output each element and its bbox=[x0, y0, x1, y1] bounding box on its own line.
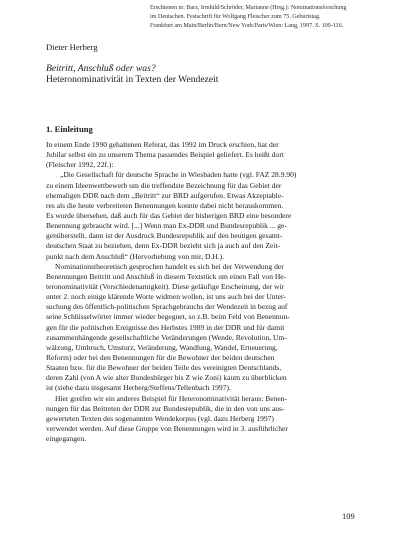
body-line: (Fleischer 1992, 22f.): bbox=[46, 160, 114, 170]
body-line: Reform) oder bei den Benennungen für die Bewohner der beiden deutschen bbox=[46, 352, 275, 362]
quote-line: Benennung gebraucht wird. [...] Wenn man Ex-DDR und Bundesrepublik ... ge- bbox=[46, 221, 287, 231]
article-title: Beitritt, Anschluß oder was? bbox=[46, 63, 156, 74]
quote-line: res als die heute verbreiteten Benennungen konnte dabei nicht herauskommen. bbox=[46, 200, 284, 210]
body-line: seine Schlüsselwörter immer wieder begegnet, so z.B. beim Feld von Benennun- bbox=[46, 312, 290, 322]
body-line: suchung des öffentlich-politischen Sprachgebrauchs der Wendezeit in bezug auf bbox=[46, 302, 288, 312]
body-line: gen für die politischen Ereignisse des Herbstes 1989 in der DDR und für damit bbox=[46, 322, 285, 332]
citation-line: im Deutschen. Festschrift für Wolfgang Fleischer zum 75. Geburtstag. bbox=[150, 13, 321, 20]
body-line: Staaten bzw. für die Bewohner der beiden Teile des vereinigten Deutschlands, bbox=[46, 363, 282, 373]
quote-line: zu einem Ideenwettbewerb um die treffendste Bezeichnung für das Gebiet der bbox=[46, 180, 282, 190]
body-line: eingegangen. bbox=[46, 434, 87, 444]
citation-line: Erschienen in: Barz, Irmhild/Schröder, Marianne (Hrsg.): Nominationsforschung bbox=[150, 4, 347, 11]
article-subtitle: Heteronominativität in Texten der Wendezeit bbox=[46, 74, 219, 85]
citation-line: Frankfurt am Main/Berlin/Bern/New York/Paris/Wien: Lang, 1997. S. 109-116. bbox=[150, 22, 344, 29]
body-line: nungen für das Beitreten der DDR zur Bundesrepublik, die in den von uns aus- bbox=[46, 403, 285, 413]
page-number: 109 bbox=[342, 511, 355, 521]
section-heading: 1. Einleitung bbox=[46, 124, 93, 134]
body-line: Hier greifen wir ein anderes Beispiel für Heteronominativität heraus: Benen- bbox=[55, 393, 287, 403]
body-line: Nominationstheoretisch gesprochen handelt es sich bei der Verwendung der bbox=[55, 261, 284, 271]
quote-line: Es wurde übersehen, daß auch für das Gebiet der bisherigen BRD eine besondere bbox=[46, 210, 292, 220]
body-line: Jubilar selbst ein zu unserem Thema passendes Beispiel geliefert. Es heißt dort bbox=[46, 150, 284, 160]
quote-line: ehemaligen DDR nach dem „Beitritt“ zur BRD aufgerufen. Etwas Akzeptable- bbox=[46, 190, 284, 200]
body-line: gewerteten Texten des sogenannten Wendekorpus (vgl. dazu Herberg 1997) bbox=[46, 413, 274, 423]
quote-line: genüberstellt, dann ist der Ausdruck Bundesrepublik auf den heutigen gesamt- bbox=[46, 231, 283, 241]
body-line: unter 2. noch einige klärende Worte widmen wollen, ist uns auch bei der Unter- bbox=[46, 292, 286, 302]
body-line: zusammenhängende gesellschaftliche Veränderungen (Wende, Revolution, Um- bbox=[46, 332, 287, 342]
body-line: In einem Ende 1990 gehaltenen Referat, das 1992 im Druck erschien, hat der bbox=[46, 140, 279, 149]
body-line: verwendet werden. Auf diese Gruppe von Benennungen wird in 3. ausführlicher bbox=[46, 423, 288, 433]
article-title-block bbox=[46, 63, 218, 85]
quote-line: deutschen Staat zu beziehen, denn Ex-DDR bezieht sich ja auch auf den Zeit- bbox=[46, 241, 281, 251]
author-name: Dieter Herberg bbox=[46, 42, 98, 52]
citation-header bbox=[150, 3, 384, 30]
body-line: ist (siehe dazu insgesamt Herberg/Steffens/Tellenbach 1997). bbox=[46, 383, 231, 393]
body-line: Benennungen Beitritt und Anschluß in diesem Textstück um einen Fall von He- bbox=[46, 271, 287, 281]
body-text bbox=[46, 140, 356, 444]
quote-line: punkt nach dem Anschluß“ (Hervorhebung von mir, D.H.). bbox=[46, 251, 225, 261]
body-line: deren Zahl (von A wie alter Bundesbürger bis Z wie Zoni) kaum zu überblicken bbox=[46, 373, 287, 383]
body-line: teronominativität (Verschiedenamigkeit). Diese geläufige Erscheinung, der wir bbox=[46, 281, 285, 291]
quote-line: „Die Gesellschaft für deutsche Sprache in Wiesbaden hatte (vgl. FAZ 28.9.90) bbox=[60, 170, 297, 180]
body-line: wälzung, Umbruch, Umsturz, Veränderung, Wandlung, Wandel, Erneuerung, bbox=[46, 342, 278, 352]
